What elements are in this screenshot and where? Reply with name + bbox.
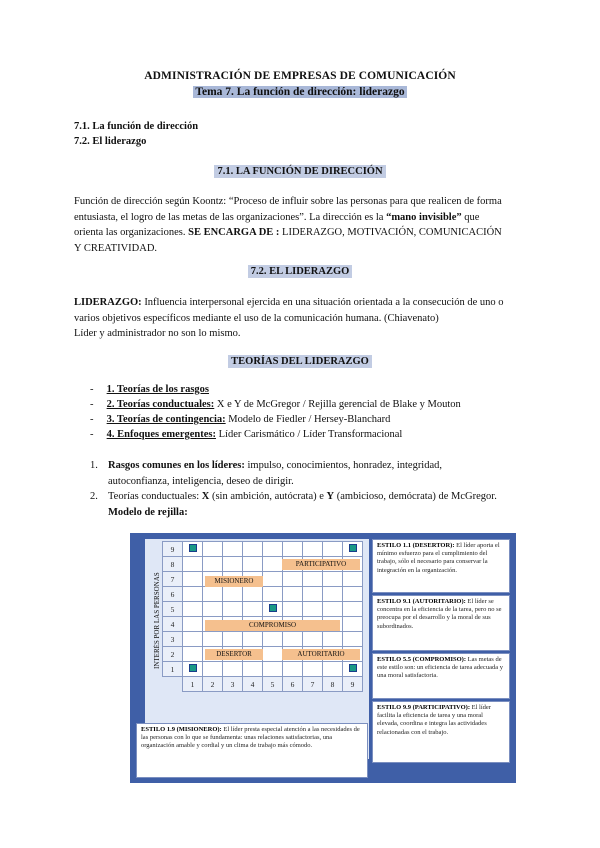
document-title: ADMINISTRACIÓN DE EMPRESAS DE COMUNICACIÓN xyxy=(144,70,456,82)
grid-table: 9 8 7 6 5 4 3 2 1 1 2 3 4 5 6 7 8 9 xyxy=(162,541,363,692)
section-heading-teorias: TEORÍAS DEL LIDERAZGO xyxy=(0,356,600,367)
info-box-autoritario: ESTILO 9.1 (AUTORITARIO): El líder se concentra en la eficiencia de la tarea, pero no se preocupa por el desarrollo y la moral de sus subordinados. xyxy=(372,595,510,651)
info-box-desertor: ESTILO 1.1 (DESERTOR): El líder aporta el mínimo esfuerzo para el cumplimiento del trabajo, sólo el necesario para conservar la integración en la organización. xyxy=(372,539,510,593)
numbered-item-2: 2. Teorías conductuales: X (sin ambición, autócrata) e Y (ambicioso, demócrata) de McGregor. Modelo de rejilla: xyxy=(90,491,497,518)
style-label-autoritario: AUTORITARIO xyxy=(282,649,360,660)
marker-icon xyxy=(189,664,197,672)
marker-icon xyxy=(349,664,357,672)
marker-icon xyxy=(189,544,197,552)
info-box-compromiso: ESTILO 5.5 (COMPROMISO): Las metas de este estilo son: un eficiencia de tarea adecuada y una moral satisfactoria. xyxy=(372,653,510,699)
grid-y-axis-label: INTERÉS POR LAS PERSONAS xyxy=(153,572,161,670)
marker-icon xyxy=(269,604,277,612)
style-label-compromiso: COMPROMISO xyxy=(205,620,340,631)
theory-item-2: - 2. Teorías conductuales: X e Y de McGregor / Rejilla gerencial de Blake y Mouton xyxy=(90,399,461,410)
theory-item-3: - 3. Teorías de contingencia: Modelo de Fiedler / Hersey-Blanchard xyxy=(90,414,391,425)
document-subtitle: Tema 7. La función de dirección: liderazgo xyxy=(195,86,405,98)
section-liderazgo-text: LIDERAZGO: Influencia interpersonal ejercida en una situación orientada a la consecución de uno o varios objetivos específicos mediante el uso de la comunicación humana. (Chiavenato) Líder y administrador no son lo mismo. xyxy=(74,297,504,339)
numbered-item-1: 1. Rasgos comunes en los líderes: impulso, conocimientos, honradez, integridad, autoconfianza, inteligencia, deseo de dirigir. xyxy=(90,460,443,487)
toc-item-2: 7.2. El liderazgo xyxy=(74,136,147,147)
section-direccion-text: Función de dirección según Koontz: “Proceso de influir sobre las personas para que realicen de forma entusiasta, el logro de las metas de las organizaciones”. La dirección es la “mano invisible” que orienta las organizaciones. SE ENCARGA DE : LIDERAZGO, MOTIVACIÓN, COMUNICACIÓN Y CREATIVIDAD. xyxy=(74,196,502,254)
style-label-misionero: MISIONERO xyxy=(205,576,263,587)
section-heading-direccion: 7.1. LA FUNCIÓN DE DIRECCIÓN xyxy=(0,166,600,177)
info-box-participativo: ESTILO 9.9 (PARTICIPATIVO): El líder facilita la eficiencia de tarea y una moral elevada, coordina e integra las actividades relacionadas con el trabajo. xyxy=(372,701,510,763)
style-label-participativo: PARTICIPATIVO xyxy=(282,559,360,570)
info-box-misionero: ESTILO 1.9 (MISIONERO): El líder presta especial atención a las necesidades de las personas con lo que se fundamenta: unas relaciones satisfactorias, una organización amable y cordial y un clima de trabajo más cómodo. xyxy=(136,723,368,778)
managerial-grid-figure xyxy=(130,533,516,783)
toc-item-1: 7.1. La función de dirección xyxy=(74,121,199,132)
theory-item-4: - 4. Enfoques emergentes: Líder Carismático / Líder Transformacional xyxy=(90,429,403,440)
marker-icon xyxy=(349,544,357,552)
theory-item-1: - 1. Teorías de los rasgos xyxy=(90,384,210,395)
section-heading-liderazgo: 7.2. EL LIDERAZGO xyxy=(0,266,600,277)
style-label-desertor: DESERTOR xyxy=(205,649,263,660)
